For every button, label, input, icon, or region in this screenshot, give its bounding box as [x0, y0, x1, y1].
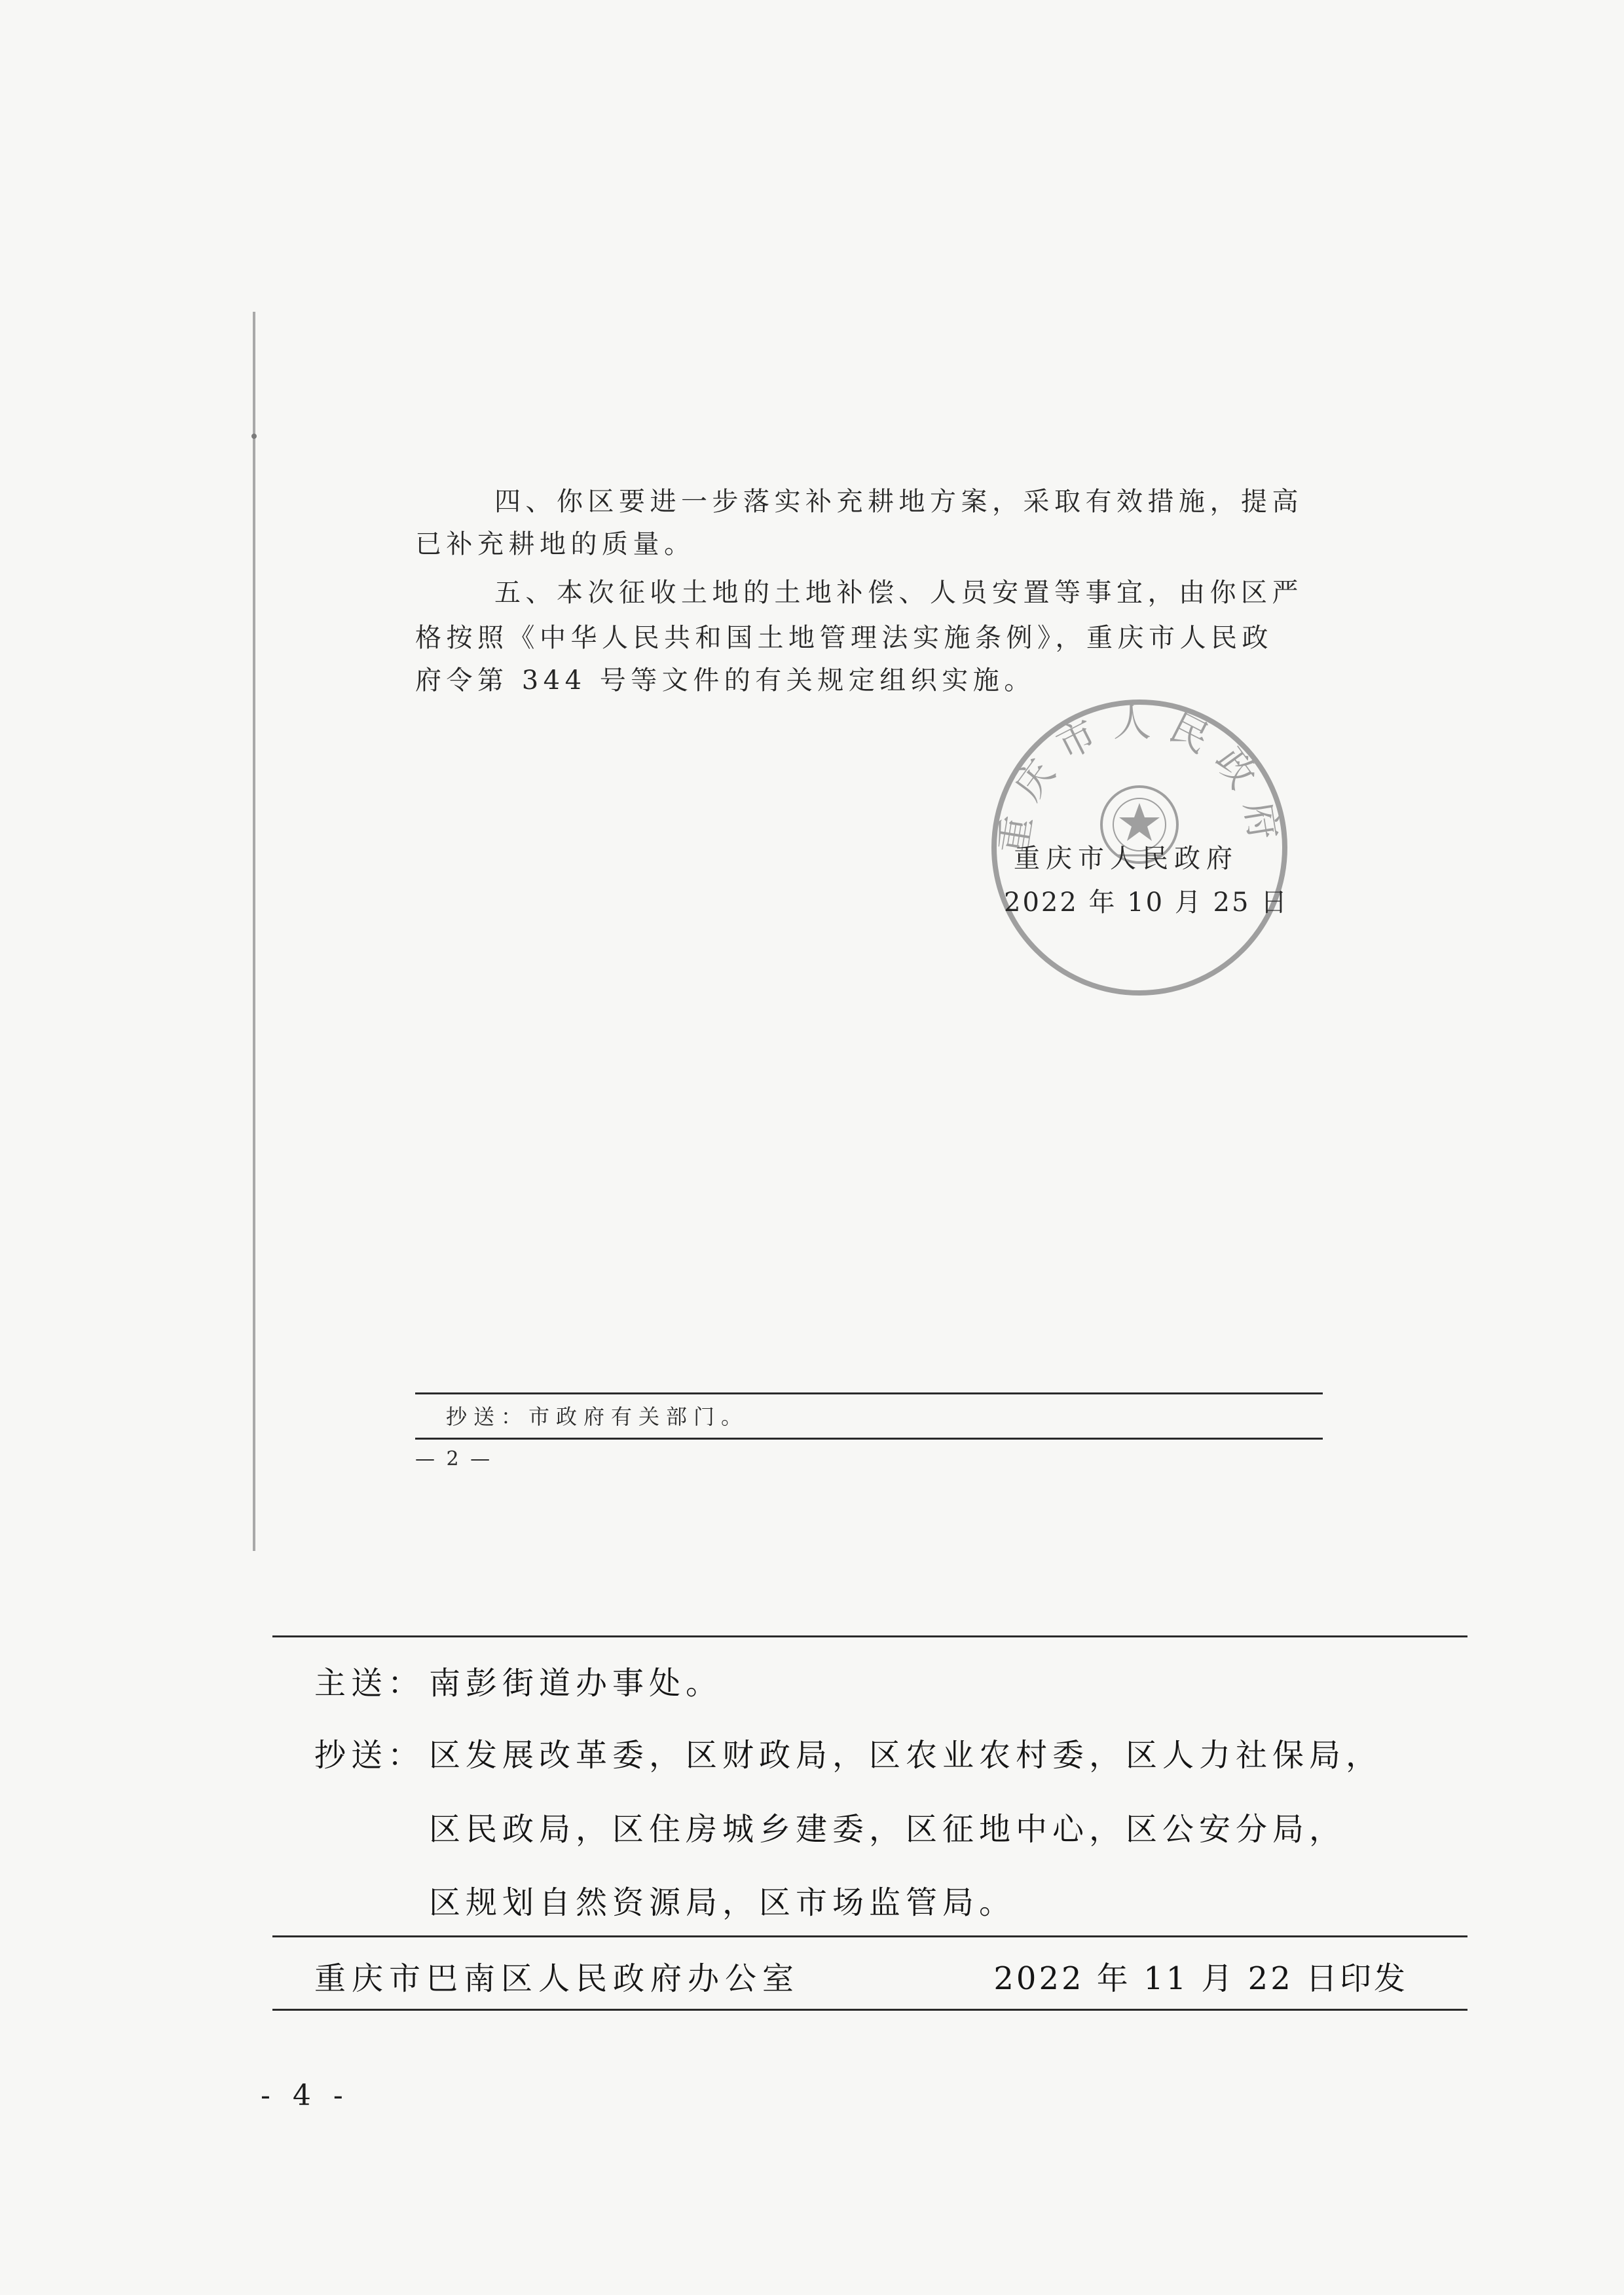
cc-line: 区民政局，区住房城乡建委，区征地中心，区公安分局， — [429, 1811, 1346, 1848]
seal-text: 重庆市人民政府 — [990, 700, 1289, 857]
footer-rule-bottom — [415, 1438, 1323, 1440]
inner-cc-line: 抄送：市政府有关部门。 — [446, 1404, 749, 1429]
cc-line: 区发展改革委，区财政局，区农业农村委，区人力社保局， — [429, 1737, 1383, 1774]
distribution-rule-middle — [272, 1935, 1467, 1937]
paragraph-line: 已补充耕地的质量。 — [415, 529, 695, 559]
main-recipient-value: 南彭街道办事处。 — [429, 1665, 723, 1702]
issuing-office: 重庆市巴南区人民政府办公室 — [314, 1960, 800, 1997]
signature-issuer: 重庆市人民政府 — [1014, 844, 1238, 874]
scan-binding-line — [253, 312, 255, 1551]
inner-page-number: — 2 — — [415, 1447, 493, 1470]
scan-binding-mark — [251, 434, 257, 439]
main-recipient-label: 主送： — [314, 1665, 425, 1702]
distribution-rule-top — [272, 1635, 1467, 1637]
paragraph-line: 五、本次征收土地的土地补偿、人员安置等事宜，由你区严 — [494, 578, 1303, 608]
footer-rule-top — [415, 1392, 1323, 1394]
page-number: - 4 - — [261, 2079, 350, 2112]
paragraph-line: 四、你区要进一步落实补充耕地方案，采取有效措施，提高 — [494, 487, 1303, 517]
signature-date: 2022 年 10 月 25 日 — [1004, 887, 1289, 918]
cc-line: 区规划自然资源局，区市场监管局。 — [429, 1884, 1016, 1921]
issuance-date: 2022 年 11 月 22 日印发 — [993, 1960, 1408, 1997]
paragraph-line: 格按照《中华人民共和国土地管理法实施条例》，重庆市人民政 — [415, 623, 1273, 653]
cc-label: 抄送： — [314, 1737, 425, 1774]
distribution-rule-bottom — [272, 2009, 1467, 2011]
paragraph-line: 府令第 344 号等文件的有关规定组织实施。 — [415, 665, 1035, 696]
